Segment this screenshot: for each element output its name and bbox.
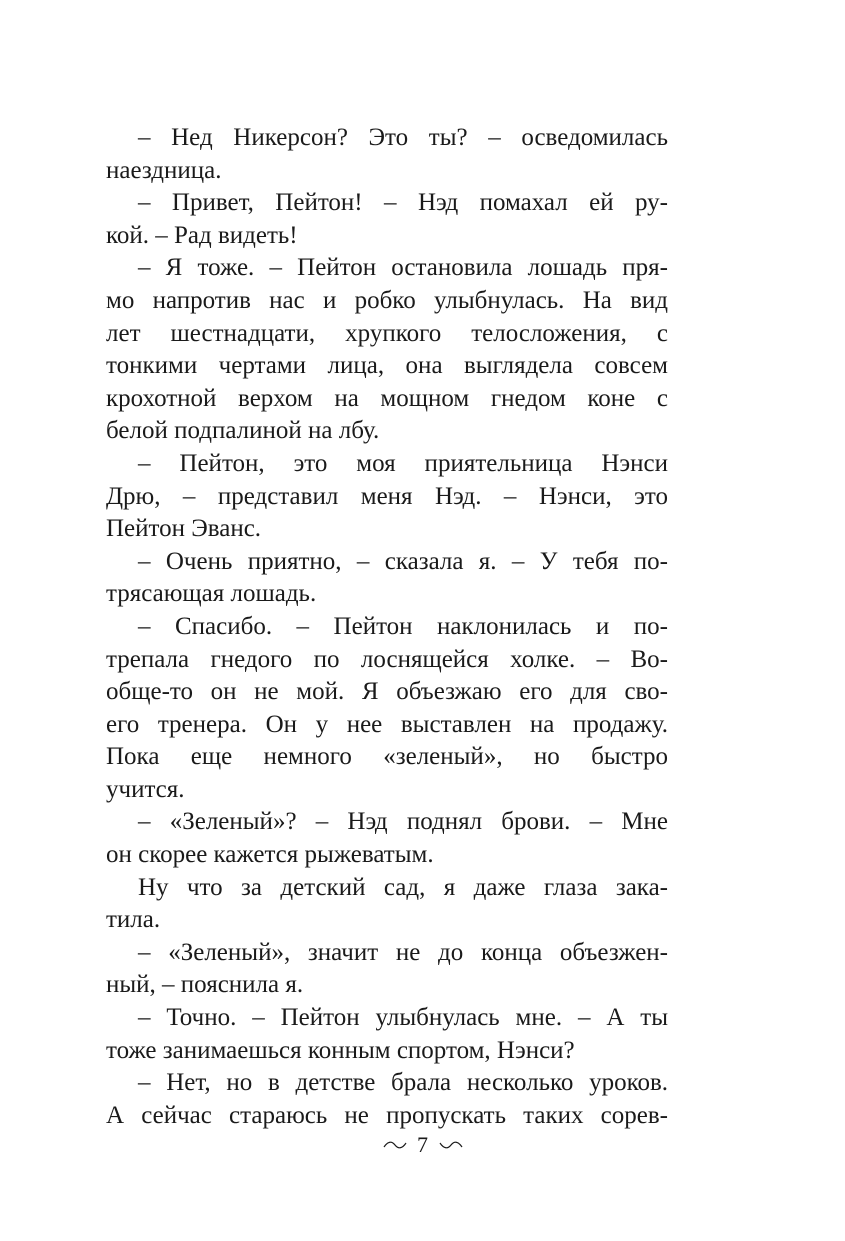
- paragraph: [106, 1067, 668, 1132]
- line: [106, 741, 668, 774]
- line: [106, 383, 668, 416]
- line: [106, 904, 668, 937]
- right-swash-ornament-icon: [438, 1139, 464, 1151]
- text-line: тонкими чертами лица, она выглядела совсем: [106, 352, 668, 380]
- line: [106, 1035, 668, 1068]
- line: [106, 350, 668, 383]
- text-line: кой. – Рад видеть!: [106, 221, 298, 249]
- text-line: – Точно. – Пейтон улыбнулась мне. – А ты: [138, 1004, 668, 1032]
- line: [106, 839, 668, 872]
- text-line: тила.: [106, 906, 161, 934]
- paragraph: [106, 546, 668, 611]
- text-line: он скорее кажется рыжеватым.: [106, 841, 434, 869]
- paragraph: [106, 448, 668, 546]
- text-line: трясающая лошадь.: [106, 580, 317, 608]
- text-line: – «Зеленый», значит не до конца объезжен-: [138, 938, 668, 966]
- line: [106, 676, 668, 709]
- text-line: А сейчас стараюсь не пропускать таких сорев-: [106, 1101, 668, 1129]
- text-line: обще-то он не мой. Я объезжаю его для сво-: [106, 678, 668, 706]
- text-line: трепала гнедого по лоснящейся холке. – Во-: [106, 645, 668, 673]
- text-line: ный, – пояснила я.: [106, 971, 304, 999]
- text-line: мо напротив нас и робко улыбнулась. На вид: [106, 286, 668, 314]
- left-swash-ornament-icon: [382, 1139, 408, 1151]
- line: [106, 644, 668, 677]
- paragraph: [106, 872, 668, 937]
- text-line: Пейтон Эванс.: [106, 515, 262, 543]
- text-line: его тренера. Он у нее выставлен на продажу.: [106, 710, 668, 738]
- text-line: – Очень приятно, – сказала я. – У тебя по-: [138, 547, 668, 575]
- text-line: крохотной верхом на мощном гнедом коне с: [106, 384, 668, 412]
- line: [106, 448, 668, 481]
- page-number: 7: [417, 1131, 428, 1157]
- text-line: – Нет, но в детстве брала несколько уроков.: [138, 1069, 668, 1097]
- text-line: – Я тоже. – Пейтон остановила лошадь пря-: [138, 254, 668, 282]
- text-line: наездница.: [106, 156, 222, 184]
- text-line: Пока еще немного «зеленый», но быстро: [106, 743, 668, 771]
- line: [106, 611, 668, 644]
- line: [106, 1100, 668, 1133]
- line: [106, 709, 668, 742]
- paragraph: [106, 937, 668, 1002]
- line: [106, 513, 668, 546]
- line: [106, 318, 668, 351]
- paragraph: [106, 611, 668, 807]
- line: [106, 122, 668, 155]
- text-line: – «Зеленый»? – Нэд поднял брови. – Мне: [138, 808, 668, 836]
- line: [106, 969, 668, 1002]
- text-line: учится.: [106, 775, 185, 803]
- text-line: – Пейтон, это моя приятельница Нэнси: [138, 449, 668, 477]
- text-line: лет шестнадцати, хрупкого телосложения, с: [106, 319, 668, 347]
- line: [106, 481, 668, 514]
- line: [106, 806, 668, 839]
- paragraph: [106, 187, 668, 252]
- line: [106, 252, 668, 285]
- paragraph: [106, 806, 668, 871]
- text-line: – Спасибо. – Пейтон наклонилась и по-: [138, 612, 668, 640]
- body-text: [106, 122, 668, 1132]
- page-footer: [0, 1130, 845, 1158]
- line: [106, 937, 668, 970]
- line: [106, 774, 668, 807]
- paragraph: [106, 122, 668, 187]
- text-line: – Привет, Пейтон! – Нэд помахал ей ру-: [138, 189, 668, 217]
- text-line: тоже занимаешься конным спортом, Нэнси?: [106, 1036, 575, 1064]
- line: [106, 155, 668, 188]
- text-line: Дрю, – представил меня Нэд. – Нэнси, это: [106, 482, 668, 510]
- line: [106, 285, 668, 318]
- line: [106, 415, 668, 448]
- text-line: – Нед Никерсон? Это ты? – осведомилась: [138, 124, 668, 151]
- paragraph: [106, 1002, 668, 1067]
- paragraph: [106, 252, 668, 448]
- text-line: белой подпалиной на лбу.: [106, 417, 380, 445]
- line: [106, 1067, 668, 1100]
- line: [106, 546, 668, 579]
- line: [106, 578, 668, 611]
- line: [106, 1002, 668, 1035]
- line: [106, 220, 668, 253]
- text-line: Ну что за детский сад, я даже глаза зака-: [138, 873, 668, 901]
- line: [106, 187, 668, 220]
- line: [106, 872, 668, 905]
